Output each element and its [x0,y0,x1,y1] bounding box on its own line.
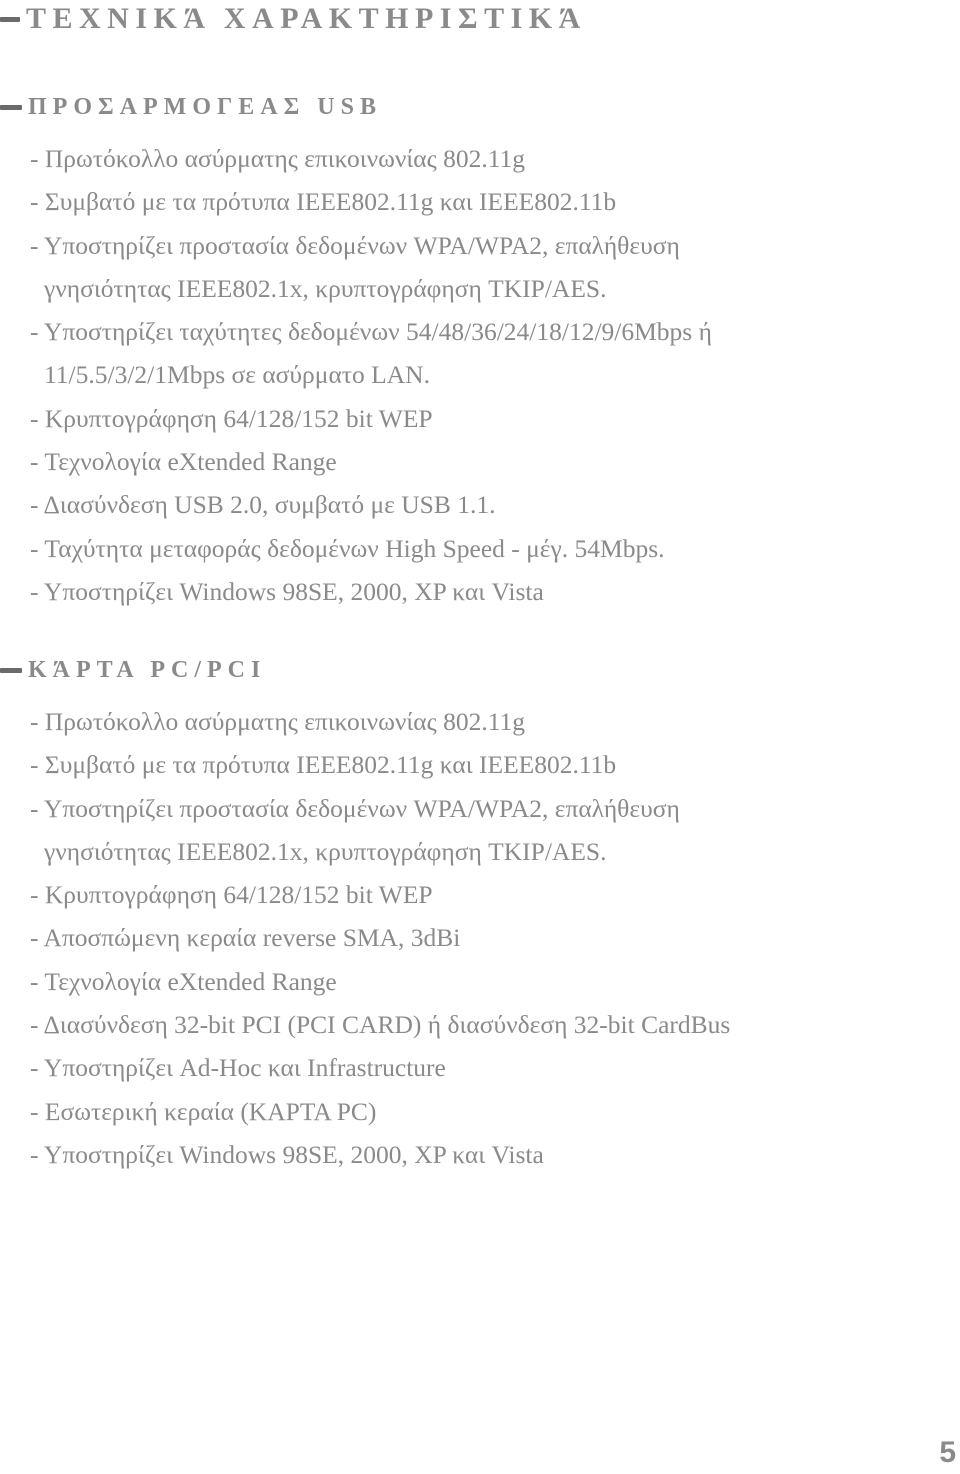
pci-spec-line: - Υποστηρίζει Windows 98SE, 2000, XP και Vista [30,1139,544,1169]
pci-spec-line: - Πρωτόκολλο ασύρματης επικοινωνίας 802.11g [30,707,526,736]
usb-spec-line: - Υποστηρίζει προστασία δεδομένων WPA/WPA2, επαλήθευση [30,230,680,260]
usb-spec-line: - Τεχνολογία eXtended Range [30,447,337,477]
usb-spec-line: - Κρυπτογράφηση 64/128/152 bit WEP [30,403,433,433]
usb-spec-line: - Υποστηρίζει ταχύτητες δεδομένων 54/48/36/24/18/12/9/6Mbps ή [30,317,712,347]
pci-spec-line: - Υποστηρίζει Ad-Hoc και Infrastructure [30,1053,446,1083]
usb-spec-line-continuation: γνησιότητας IEEE802.1x, κρυπτογράφηση TKIP/AES. [44,273,607,303]
usb-spec-line: - Συμβατό με τα πρότυπα IEEE802.11g και IEEE802.11b [30,187,617,217]
pci-spec-line-continuation: γνησιότητας IEEE802.1x, κρυπτογράφηση TKIP/AES. [44,836,607,866]
page-title [0,2,587,36]
pci-spec-line: - Υποστηρίζει προστασία δεδομένων WPA/WPA2, επαλήθευση [30,793,680,823]
pci-spec-list [30,700,730,1176]
usb-spec-line: - Πρωτόκολλο ασύρματης επικοινωνίας 802.11g [30,144,526,173]
pci-spec-line: - Κρυπτογράφηση 64/128/152 bit WEP [30,880,433,910]
usb-heading-text: ΠΡΟΣΑΡΜΟΓΕΑΣ USB [28,94,382,120]
pci-spec-line: - Τεχνολογία eXtended Range [30,966,337,996]
pci-spec-line: - Συμβατό με τα πρότυπα IEEE802.11g και IEEE802.11b [30,750,617,780]
usb-adapter-heading [0,94,382,121]
usb-spec-list [30,137,712,613]
pci-heading-text: ΚΆΡΤΑ PC/PCI [28,657,267,683]
page-number: 5 [939,1436,956,1469]
pci-heading-dash-marker [0,668,22,673]
pc-pci-card-heading [0,657,266,684]
title-dash-marker [0,17,20,22]
usb-spec-line: - Διασύνδεση USB 2.0, συμβατό με USB 1.1. [30,490,496,520]
usb-heading-dash-marker [0,105,22,110]
usb-spec-line: - Υποστηρίζει Windows 98SE, 2000, XP και Vista [30,576,544,606]
pci-spec-line: - Διασύνδεση 32-bit PCI (PCI CARD) ή διασύνδεση 32-bit CardBus [30,1010,731,1040]
page-title-text: ΤΕΧΝΙΚΆ ΧΑΡΑΚΤΗΡΙΣΤΙΚΆ [26,2,587,35]
pci-spec-line: - Εσωτερική κεραία (ΚΑΡΤΑ PC) [30,1096,377,1126]
usb-spec-line-continuation: 11/5.5/3/2/1Mbps σε ασύρματο LAN. [44,360,430,390]
pci-spec-line: - Αποσπώμενη κεραία reverse SMA, 3dBi [30,923,461,953]
usb-spec-line: - Ταχύτητα μεταφοράς δεδομένων High Speed - μέγ. 54Mbps. [30,533,665,563]
